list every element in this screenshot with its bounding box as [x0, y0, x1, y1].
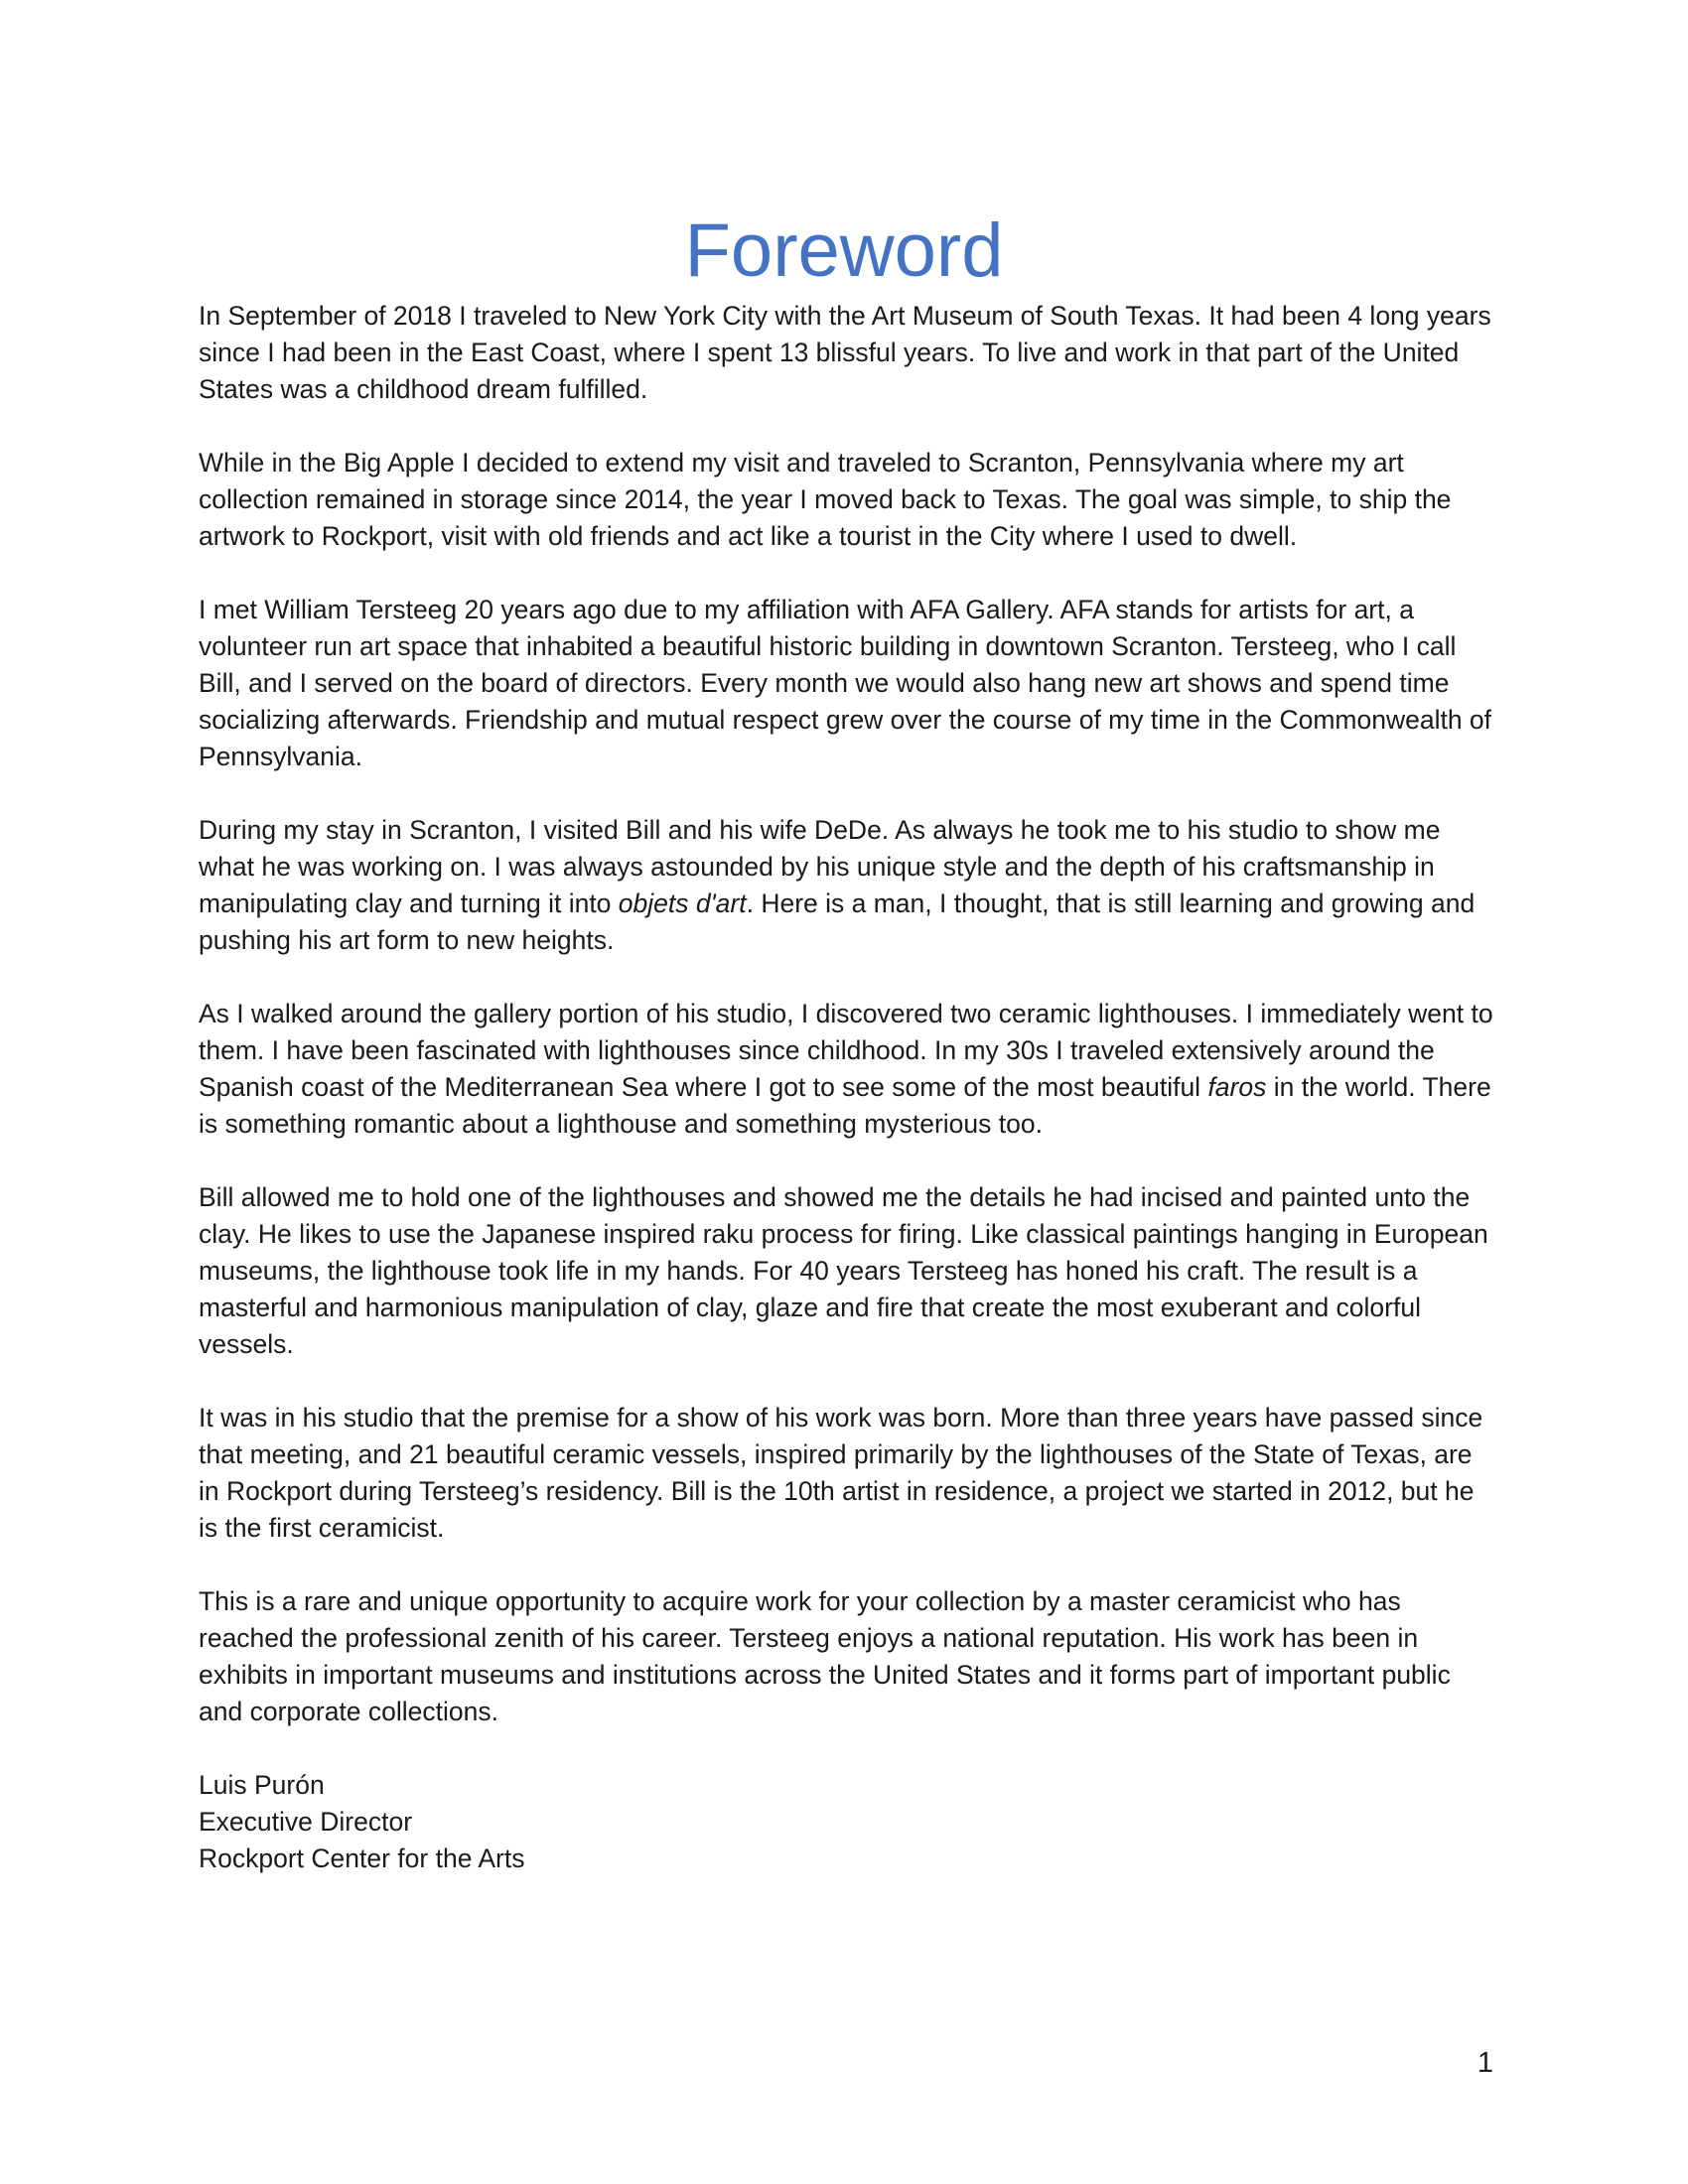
signature-name: Luis Purón	[199, 1770, 325, 1800]
paragraph	[199, 812, 1499, 959]
paragraph	[199, 445, 1499, 555]
signature-role: Executive Director	[199, 1807, 413, 1837]
signature-block	[199, 1767, 1499, 1877]
italic-term: faros	[1207, 1072, 1267, 1102]
body-text	[199, 298, 1499, 1877]
paragraph-text: It was in his studio that the premise for a show of his work was born. More than three years have passed since that meeting, and 21 beautiful ceramic vessels, inspired primarily by the lighthouses of the State of Texas, are in Rockport during Tersteeg’s residency. Bill is the 10th artist in residence, a project we started in 2012, but he is the first ceramicist.	[199, 1403, 1483, 1543]
paragraph	[199, 1583, 1499, 1730]
paragraph	[199, 996, 1499, 1143]
paragraph-text: During my stay in Scranton, I visited Bill and his wife DeDe. As always he took me to his studio to show me what he was working on. I was always astounded by his unique style and the depth of his craftsmanship in manipulating clay and turning it into	[199, 815, 1441, 918]
paragraph	[199, 1400, 1499, 1547]
paragraph-list	[199, 298, 1499, 1730]
page-number: 1	[1477, 2047, 1493, 2079]
paragraph-text: in the world. There is something romantic about a lighthouse and something mysterious too.	[199, 1072, 1491, 1139]
page-title: Foreword	[684, 208, 1004, 293]
paragraph-text: This is a rare and unique opportunity to acquire work for your collection by a master ceramicist who has reached the professional zenith of his career. Tersteeg enjoys a national reputation. His work has been in exhibits in important museums and institutions across the United States and it forms part of important public and corporate collections.	[199, 1586, 1451, 1726]
italic-term: objets d'art	[618, 888, 747, 918]
paragraph-text: As I walked around the gallery portion of his studio, I discovered two ceramic lighthouses. I immediately went to them. I have been fascinated with lighthouses since childhood. In my 30s I traveled extensively around the Spanish coast of the Mediterranean Sea where I got to see some of the most beautiful	[199, 999, 1493, 1102]
paragraph-text: In September of 2018 I traveled to New York City with the Art Museum of South Texas. It had been 4 long years since I had been in the East Coast, where I spent 13 blissful years. To live and work in that part of the United States was a childhood dream fulfilled.	[199, 301, 1491, 404]
paragraph-text: I met William Tersteeg 20 years ago due to my affiliation with AFA Gallery. AFA stands for artists for art, a volunteer run art space that inhabited a beautiful historic building in downtown Scranton. Tersteeg, who I call Bill, and I served on the board of directors. Every month we would also hang new art shows and spend time socializing afterwards. Friendship and mutual respect grew over the course of my time in the Commonwealth of Pennsylvania.	[199, 595, 1492, 771]
paragraph-text: Bill allowed me to hold one of the lighthouses and showed me the details he had incised and painted unto the clay. He likes to use the Japanese inspired raku process for firing. Like classical paintings hanging in European museums, the lighthouse took life in my hands. For 40 years Tersteeg has honed his craft. The result is a masterful and harmonious manipulation of clay, glaze and fire that create the most exuberant and colorful vessels.	[199, 1182, 1488, 1359]
paragraph-text: . Here is a man, I thought, that is still learning and growing and pushing his art form to new heights.	[199, 888, 1476, 955]
paragraph-text: While in the Big Apple I decided to extend my visit and traveled to Scranton, Pennsylvania where my art collection remained in storage since 2014, the year I moved back to Texas. The goal was simple, to ship the artwork to Rockport, visit with old friends and act like a tourist in the City where I used to dwell.	[199, 448, 1452, 551]
paragraph	[199, 592, 1499, 775]
paragraph	[199, 298, 1499, 408]
signature-organization: Rockport Center for the Arts	[199, 1843, 525, 1873]
paragraph	[199, 1179, 1499, 1363]
